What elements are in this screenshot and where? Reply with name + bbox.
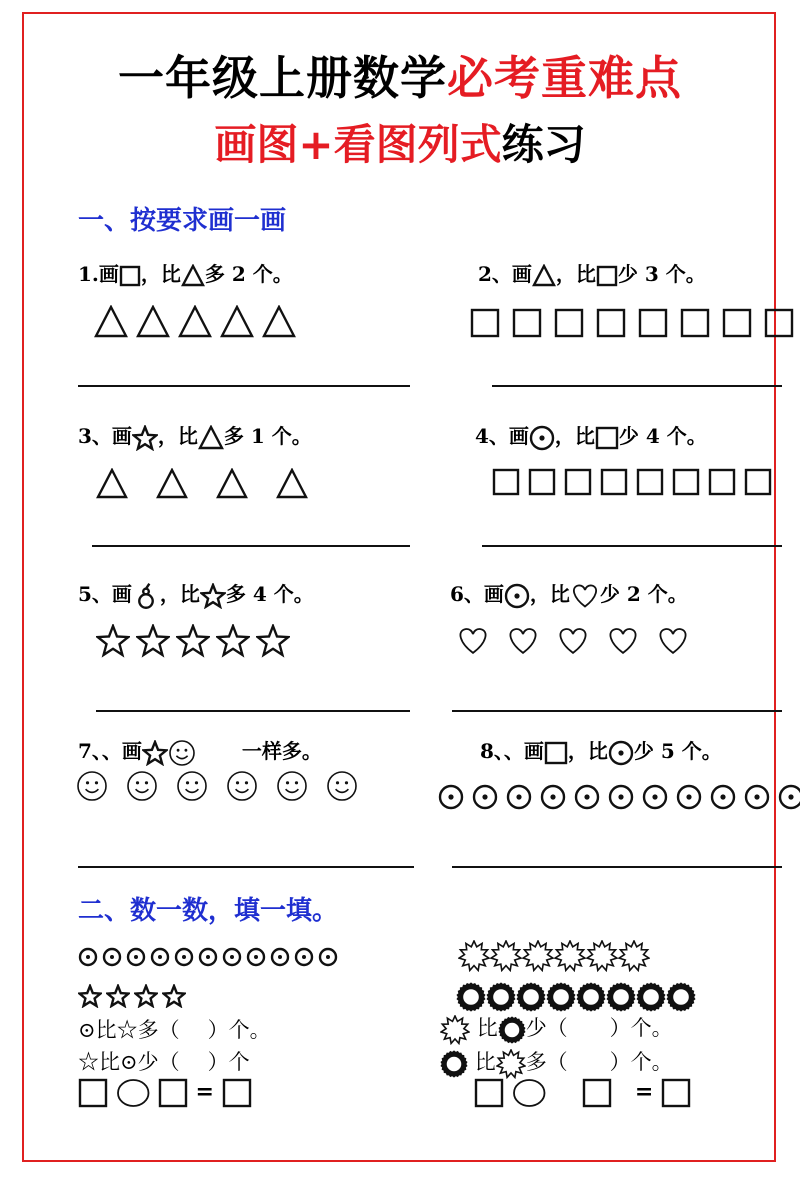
triangle-icon — [94, 305, 132, 339]
answer-line — [492, 385, 782, 387]
circle-dot-icon — [504, 582, 530, 606]
ring-icon — [606, 982, 640, 1012]
answer-box[interactable] — [78, 1079, 108, 1105]
star-icon — [142, 739, 168, 763]
square-icon — [636, 468, 668, 496]
fill-in-line-3: 比 少（ ）个。 — [440, 1012, 673, 1045]
triangle-icon — [156, 468, 192, 500]
square-icon — [564, 468, 596, 496]
ring-icon — [486, 982, 520, 1012]
smiley-icon — [326, 770, 362, 802]
question-5: 5、画 ，比 多 4 个。 — [78, 582, 314, 606]
ring-icon — [456, 982, 490, 1012]
operator-circle[interactable] — [512, 1079, 547, 1105]
answer-line — [92, 545, 410, 547]
star-icon — [216, 624, 254, 658]
circle-dot-icon — [198, 946, 222, 967]
ring-icon — [498, 1016, 526, 1040]
square-icon — [470, 308, 504, 338]
star-icon — [78, 984, 106, 1008]
ring-count-row — [456, 982, 696, 1012]
given-shapes-row — [470, 308, 800, 338]
circle-dot-icon — [676, 784, 706, 810]
fill-in-line-4: 比 多（ ）个。 — [440, 1046, 673, 1079]
smiley-icon — [126, 770, 162, 802]
square-icon — [680, 308, 714, 338]
star-icon — [256, 624, 294, 658]
heart-icon — [556, 624, 594, 658]
square-icon — [544, 739, 568, 763]
circle-dot-icon — [318, 946, 342, 967]
star-icon — [136, 624, 174, 658]
square-icon — [595, 424, 619, 448]
heart-icon — [506, 624, 544, 658]
square-icon — [596, 308, 630, 338]
square-icon — [119, 262, 141, 286]
smiley-icon — [176, 770, 212, 802]
square-icon — [744, 468, 776, 496]
section-1-heading: 一、按要求画一画 — [78, 206, 287, 236]
question-8: 8、、画 ，比 少 5 个。 — [480, 739, 722, 763]
star-icon — [106, 984, 134, 1008]
ring-icon — [576, 982, 610, 1012]
burst-icon — [586, 940, 622, 972]
fill-in-line-2: ☆比⊙少（ ）个 — [78, 1050, 250, 1074]
answer-box[interactable] — [158, 1079, 188, 1105]
circle-dot-icon — [472, 784, 502, 810]
triangle-icon — [276, 468, 312, 500]
circle-dot-icon — [246, 946, 270, 967]
smiley-icon — [76, 770, 112, 802]
square-icon — [672, 468, 704, 496]
burst-icon — [440, 1016, 470, 1040]
answer-box[interactable] — [582, 1079, 612, 1105]
circle-dot-icon — [574, 784, 604, 810]
square-icon — [722, 308, 756, 338]
circle-dot-icon — [506, 784, 536, 810]
burst-icon — [490, 940, 526, 972]
smiley-icon — [226, 770, 262, 802]
burst-icon — [458, 940, 494, 972]
given-shapes-row — [96, 624, 296, 658]
circle-dot-icon — [710, 784, 740, 810]
circle-dot-icon — [438, 784, 468, 810]
question-3: 3、画 ，比 多 1 个。 — [78, 424, 312, 448]
ring-icon — [636, 982, 670, 1012]
circle-dot-icon — [608, 784, 638, 810]
square-icon — [512, 308, 546, 338]
triangle-icon — [181, 262, 205, 286]
circle-dot-count-row — [78, 946, 342, 967]
question-4: 4、画 ，比 少 4 个。 — [475, 424, 707, 448]
answer-line — [452, 710, 782, 712]
given-shapes-row — [96, 468, 336, 500]
fill-in-line-1: ⊙比☆多（ ）个。 — [78, 1018, 271, 1042]
circle-dot-icon — [126, 946, 150, 967]
given-shapes-row — [438, 784, 800, 810]
star-icon — [162, 984, 190, 1008]
star-icon — [96, 624, 134, 658]
circle-dot-icon — [102, 946, 126, 967]
square-icon — [764, 308, 798, 338]
answer-box[interactable] — [474, 1079, 504, 1105]
heart-icon — [456, 624, 494, 658]
answer-line — [78, 866, 414, 868]
heart-icon — [606, 624, 644, 658]
circle-dot-icon — [608, 739, 634, 763]
burst-icon — [618, 940, 654, 972]
square-icon — [554, 308, 588, 338]
burst-icon — [496, 1050, 526, 1074]
circle-dot-icon — [78, 946, 102, 967]
question-7: 7、、画 一样多。 — [78, 739, 322, 763]
circle-dot-icon — [222, 946, 246, 967]
star-icon — [132, 424, 158, 448]
circle-dot-icon — [270, 946, 294, 967]
triangle-icon — [220, 305, 258, 339]
given-shapes-row — [492, 468, 780, 496]
star-icon — [200, 582, 226, 606]
ring-icon — [666, 982, 700, 1012]
section-2-heading: 二、数一数，填一填。 — [78, 896, 339, 926]
star-icon — [134, 984, 162, 1008]
triangle-icon — [532, 262, 556, 286]
ring-icon — [516, 982, 550, 1012]
answer-line — [482, 545, 782, 547]
circle-dot-icon — [744, 784, 774, 810]
burst-icon — [522, 940, 558, 972]
triangle-icon — [96, 468, 132, 500]
question-2: 2、画 ，比 少 3 个。 — [478, 262, 706, 286]
triangle-icon — [198, 424, 224, 448]
square-icon — [708, 468, 740, 496]
question-1: 1.画 ，比 多 2 个。 — [78, 262, 293, 286]
circle-dot-icon — [642, 784, 672, 810]
smiley-icon — [276, 770, 312, 802]
equation-left: = — [78, 1078, 252, 1108]
ring-icon — [440, 1050, 468, 1074]
gourd-icon — [132, 582, 160, 606]
square-icon — [528, 468, 560, 496]
circle-dot-icon — [174, 946, 198, 967]
square-icon — [638, 308, 672, 338]
star-count-row — [78, 984, 190, 1008]
equation-right: = — [474, 1078, 691, 1108]
given-shapes-row — [76, 770, 376, 802]
triangle-icon — [216, 468, 252, 500]
triangle-icon — [262, 305, 300, 339]
star-icon — [176, 624, 214, 658]
burst-count-row — [458, 940, 650, 972]
triangle-icon — [136, 305, 174, 339]
circle-dot-icon — [529, 424, 555, 448]
circle-dot-icon — [150, 946, 174, 967]
answer-box[interactable] — [661, 1079, 691, 1105]
circle-dot-icon — [294, 946, 318, 967]
ring-icon — [546, 982, 580, 1012]
question-6: 6、画 ，比 少 2 个。 — [450, 582, 688, 606]
heart-icon — [656, 624, 694, 658]
smiley-icon — [168, 739, 196, 763]
square-icon — [492, 468, 524, 496]
page-subtitle: 画图+看图列式练习 — [214, 120, 586, 169]
operator-circle[interactable] — [116, 1079, 151, 1105]
square-icon — [600, 468, 632, 496]
given-shapes-row — [456, 624, 706, 658]
circle-dot-icon — [778, 784, 800, 810]
triangle-icon — [178, 305, 216, 339]
answer-line — [96, 710, 410, 712]
page-title: 一年级上册数学必考重难点 — [118, 51, 682, 105]
burst-icon — [554, 940, 590, 972]
square-icon — [596, 262, 618, 286]
answer-line — [452, 866, 782, 868]
answer-line — [78, 385, 410, 387]
answer-box[interactable] — [222, 1079, 252, 1105]
given-shapes-row — [94, 305, 304, 339]
circle-dot-icon — [540, 784, 570, 810]
heart-icon — [570, 582, 600, 606]
